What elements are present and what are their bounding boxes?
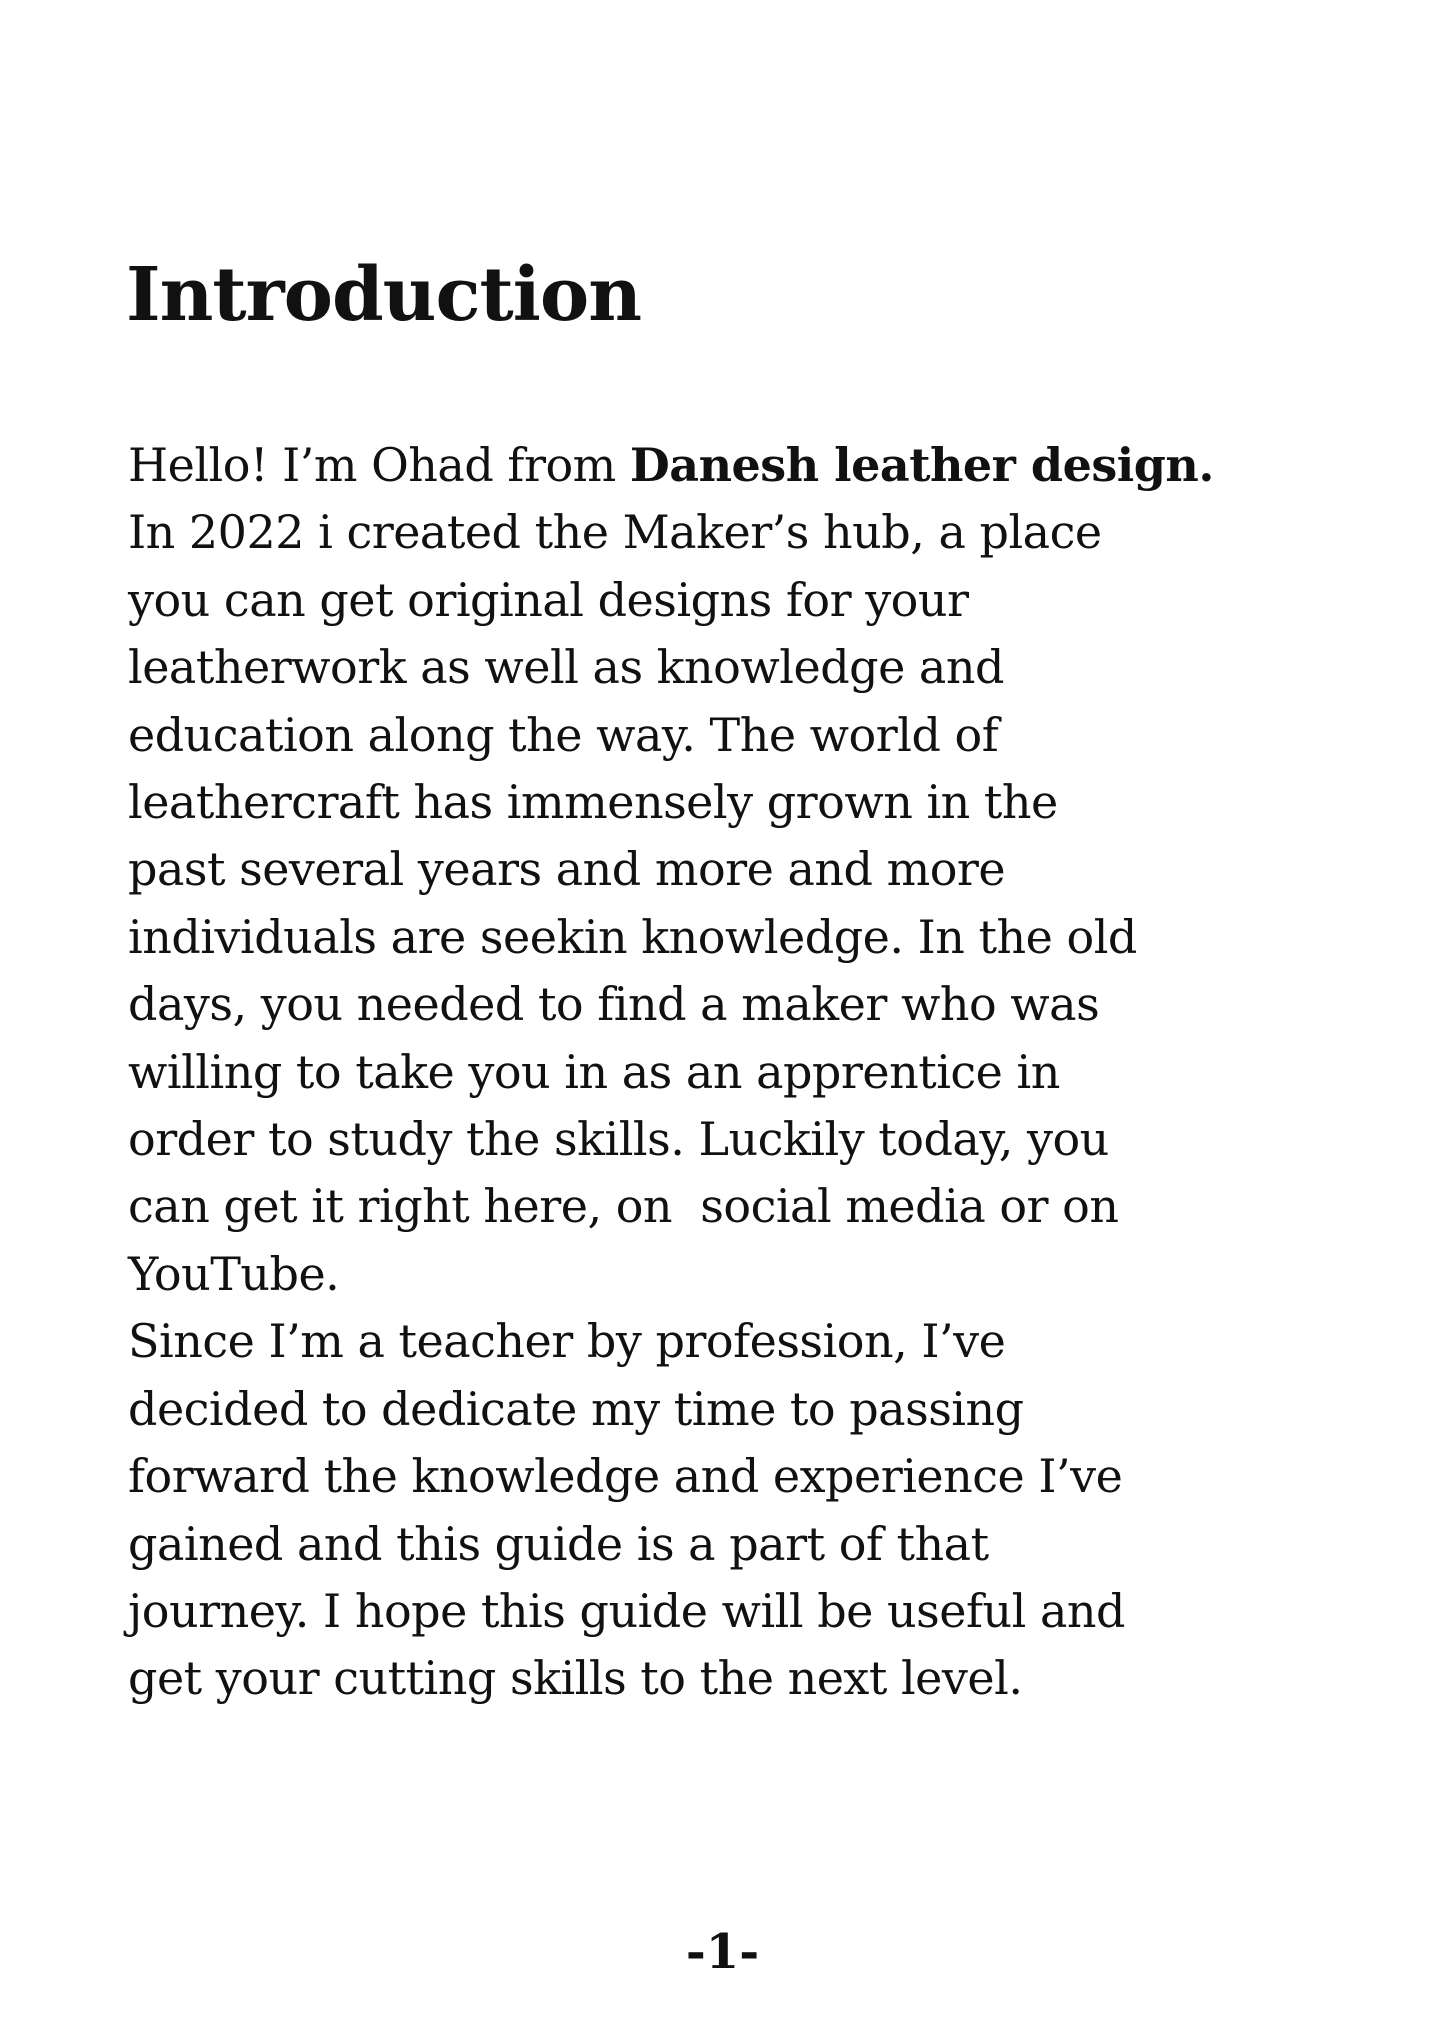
body-line-5: education along the way. The world of <box>128 707 999 762</box>
body-line-3: you can get original designs for your <box>128 572 969 627</box>
body-line-15: decided to dedicate my time to passing <box>128 1381 1024 1436</box>
body-line-9: days, you needed to find a maker who was <box>128 977 1100 1032</box>
body-line-4: leatherwork as well as knowledge and <box>128 640 1004 695</box>
body-line-19: get your cutting skills to the next level. <box>128 1651 1023 1706</box>
body-line-10: willing to take you in as an apprentice in <box>128 1044 1060 1099</box>
body-line-16: forward the knowledge and experience I’ve <box>128 1449 1123 1504</box>
body-line-8: individuals are seekin knowledge. In the old <box>128 909 1137 964</box>
body-line-12: can get it right here, on social media or on <box>128 1179 1119 1234</box>
page-number: -1- <box>685 1924 760 1980</box>
body-line-7: past several years and more and more <box>128 842 1006 897</box>
body-line-1 <box>128 432 1378 499</box>
body-line-2: In 2022 i created the Maker’s hub, a place <box>128 505 1102 560</box>
page-title: Introduction <box>126 252 641 338</box>
body-line-1-text: Hello! I’m Ohad from <box>128 438 630 492</box>
body-line-17: gained and this guide is a part of that <box>128 1516 989 1571</box>
body-line-11: order to study the skills. Luckily today, you <box>128 1112 1109 1167</box>
body-line-6: leathercraft has immensely grown in the <box>128 775 1058 830</box>
body-line-14: Since I’m a teacher by profession, I’ve <box>128 1314 1006 1369</box>
introduction-body <box>128 432 1378 1713</box>
company-name: Danesh leather design. <box>629 438 1214 492</box>
body-line-18: journey. I hope this guide will be useful and <box>128 1583 1125 1638</box>
body-line-13: YouTube. <box>128 1246 340 1301</box>
